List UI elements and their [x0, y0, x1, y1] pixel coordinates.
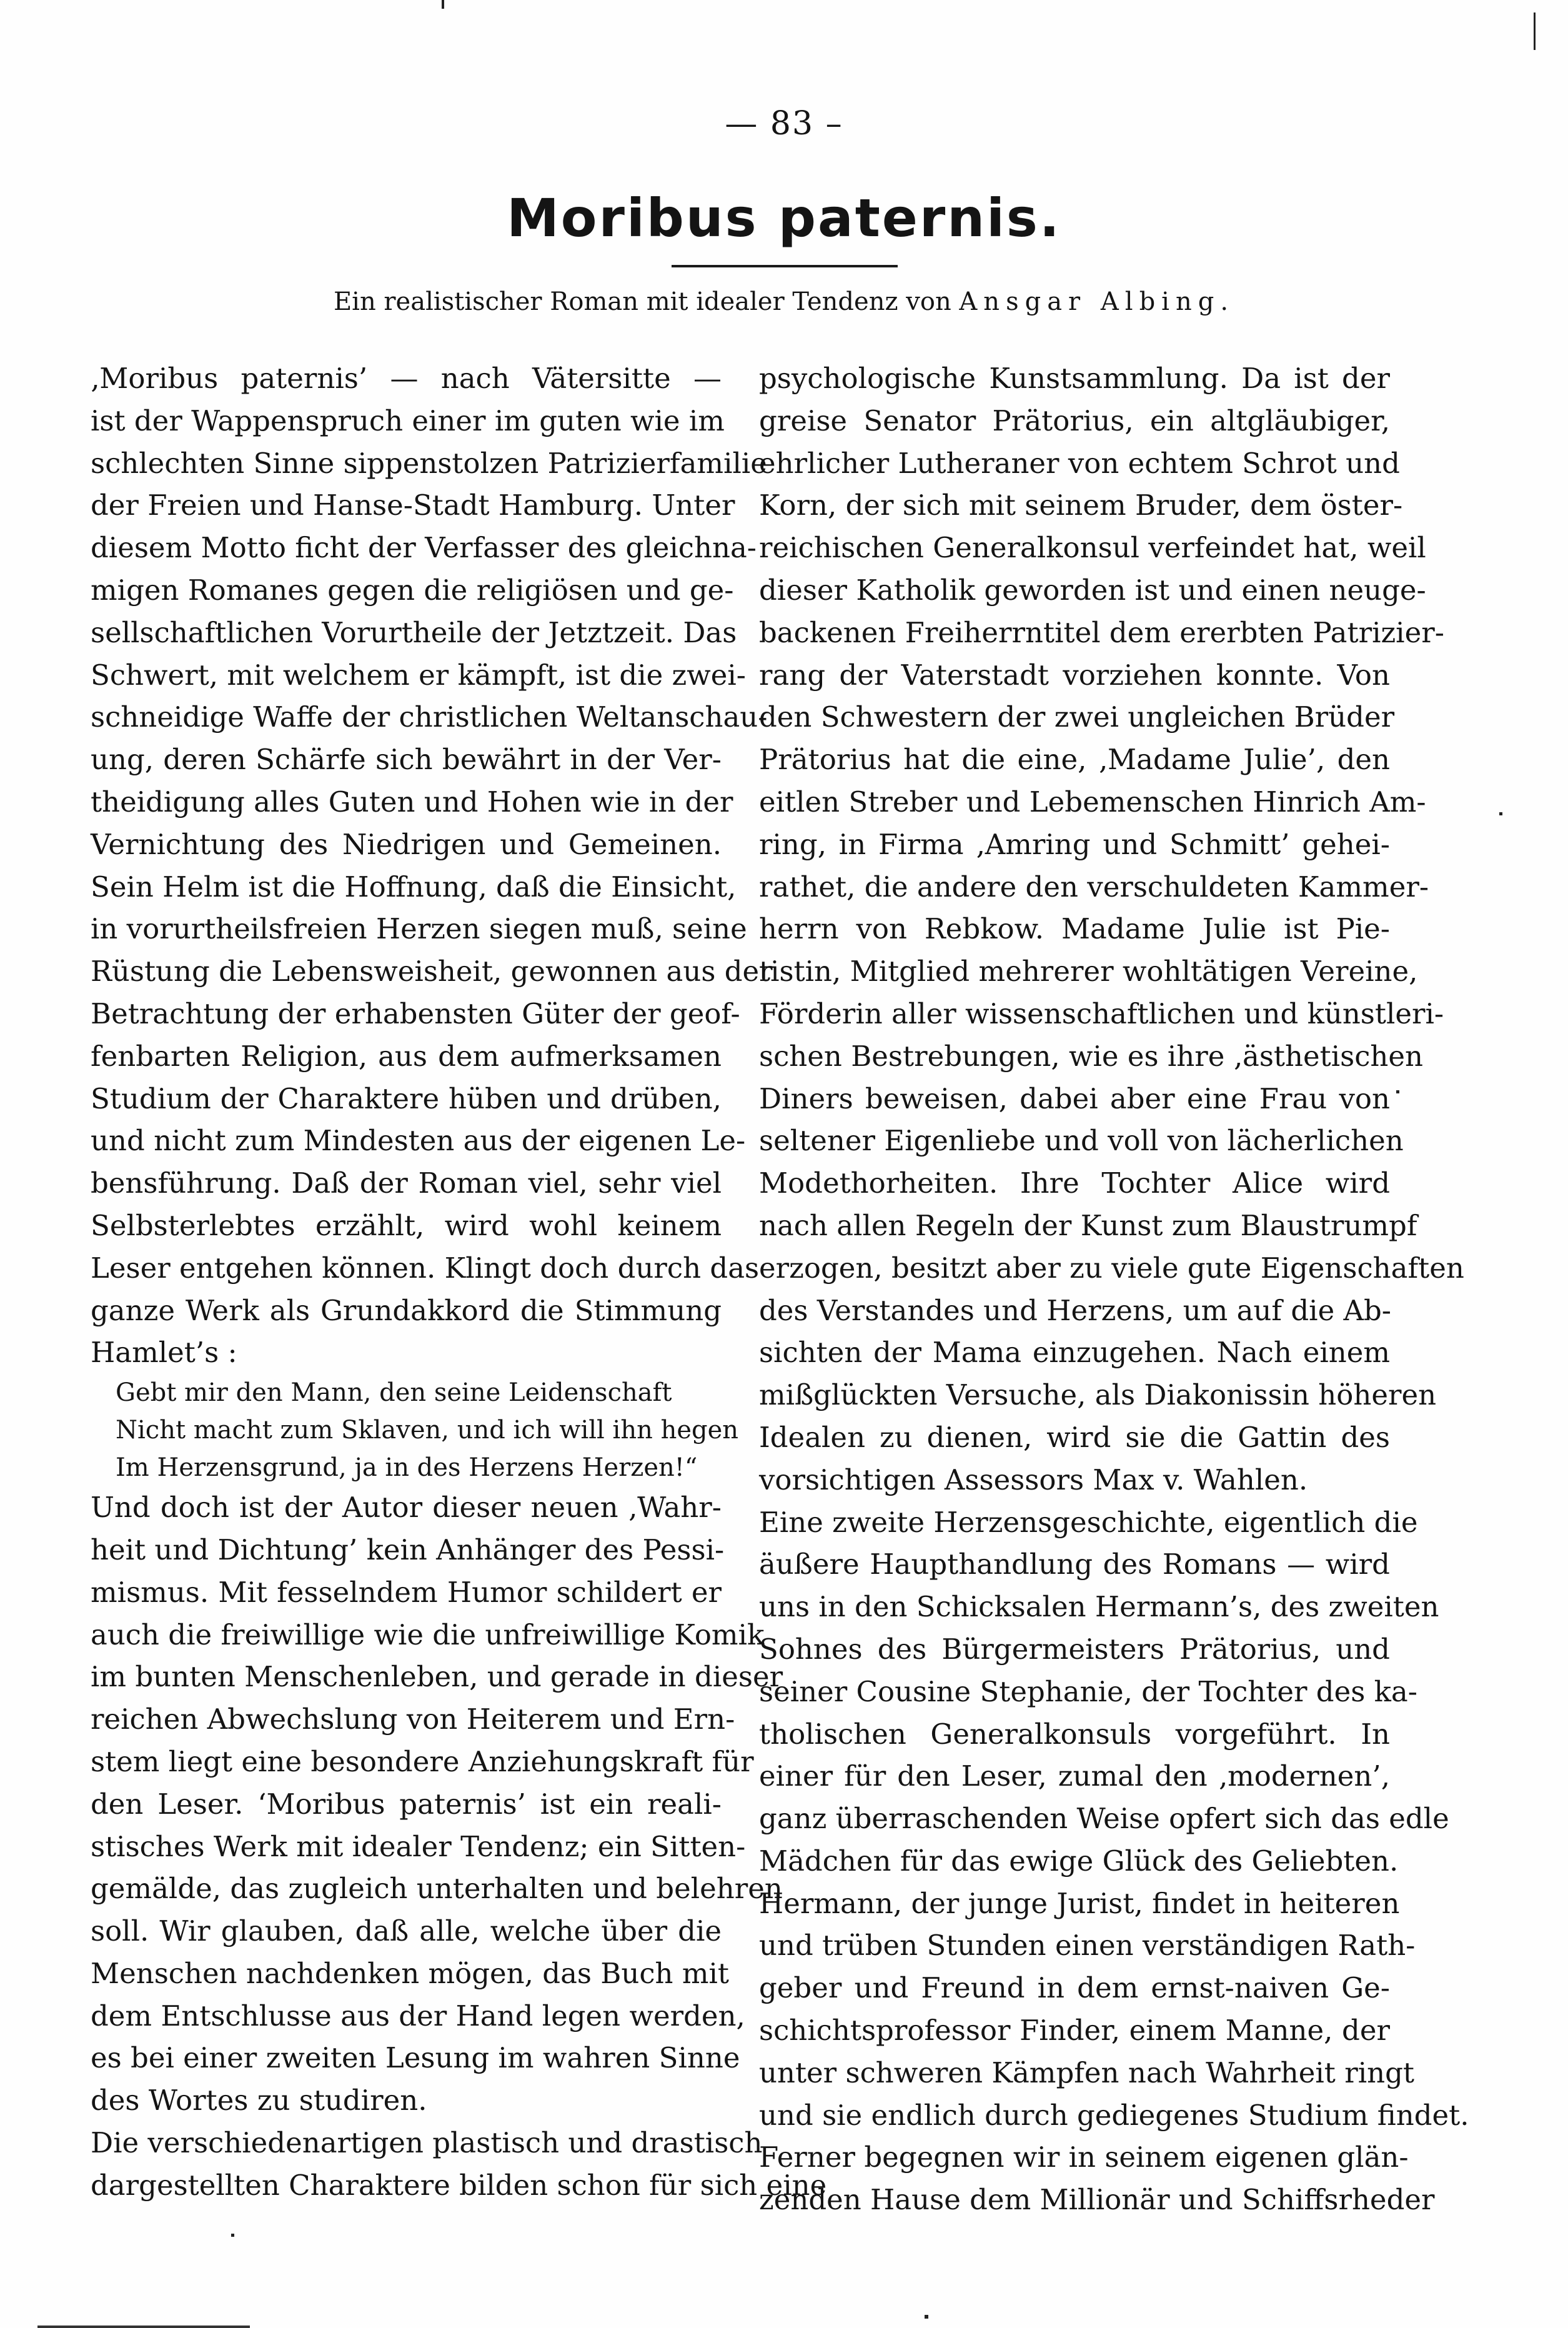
text-line: Die verschiedenartigen plastisch und drastisch [91, 2126, 763, 2160]
text-line: in vorurtheilsfreien Herzen siegen muß, seine [91, 912, 747, 946]
text-line: theidigung alles Guten und Hohen wie in der [91, 785, 733, 818]
text-line: mißglückten Versuche, als Diakonissin höheren [759, 1378, 1437, 1412]
text-line: der Freien und Hanse-Stadt Hamburg. Unter [91, 489, 735, 522]
verse-line: Gebt mir den Mann, den seine Leidenschaft [116, 1378, 672, 1408]
subtitle-text: Ein realistischer Roman mit idealer Tendenz von [333, 287, 951, 316]
text-line: uns in den Schicksalen Hermann’s, des zweiten [759, 1590, 1439, 1624]
text-line: diesem Motto ficht der Verfasser des gleichna- [91, 531, 757, 565]
page-number: — 83 – [725, 105, 843, 142]
text-line: soll. Wir glauben, daß alle, welche über die [91, 1914, 722, 1948]
text-line: backenen Freiherrntitel dem ererbten Patrizier- [759, 615, 1444, 649]
text-line: ehrlicher Lutheraner von echtem Schrot und [759, 446, 1400, 480]
text-line: schichtsprofessor Finder, einem Manne, der [759, 2014, 1390, 2047]
text-line: Ferner begegnen wir in seinem eigenen glän- [759, 2141, 1409, 2174]
text-line: migen Romanes gegen die religiösen und ge- [91, 573, 734, 607]
scan-speck [925, 2315, 928, 2319]
text-line: ist der Wappenspruch einer im guten wie im [91, 404, 725, 437]
text-line: eitlen Streber und Lebemenschen Hinrich Am- [759, 785, 1426, 818]
text-line: schen Bestrebungen, wie es ihre ‚ästhetischen [759, 1039, 1423, 1073]
article-title: Moribus paternis. [507, 187, 1061, 249]
text-line: Leser entgehen können. Klingt doch durch das [91, 1251, 760, 1285]
text-line: ring, in Firma ‚Amring und Schmitt’ gehei- [759, 827, 1390, 861]
text-line: reichischen Generalkonsul verfeindet hat, weil [759, 531, 1426, 565]
text-line: Betrachtung der erhabensten Güter der geof- [91, 997, 740, 1030]
text-line: Hamlet’s : [91, 1336, 237, 1370]
scan-speck [1396, 1090, 1399, 1093]
text-line: stem liegt eine besondere Anziehungskraft für [91, 1744, 754, 1778]
text-line: Studium der Charaktere hüben und drüben, [91, 1082, 722, 1115]
text-line: Förderin aller wissenschaftlichen und künstleri- [759, 997, 1444, 1030]
text-line: im bunten Menschenleben, und gerade in dieser [91, 1660, 783, 1694]
text-line: greise Senator Prätorius, ein altgläubiger, [759, 404, 1390, 437]
text-line: ung, deren Schärfe sich bewährt in der Ver- [91, 743, 722, 777]
text-line: Schwert, mit welchem er kämpft, ist die zwei- [91, 658, 746, 692]
text-line: Prätorius hat die eine, ‚Madame Julie’, den [759, 743, 1390, 777]
text-line: zenden Hause dem Millionär und Schiffsrheder [759, 2183, 1435, 2217]
text-line: und sie endlich durch gediegenes Studium findet. [759, 2098, 1469, 2132]
scan-speck [1499, 812, 1502, 815]
text-line: Sohnes des Bürgermeisters Prätorius, und [759, 1632, 1390, 1666]
text-line: Modethorheiten. Ihre Tochter Alice wird [759, 1166, 1390, 1200]
text-line: seltener Eigenliebe und voll von lächerlichen [759, 1124, 1404, 1158]
text-line: den Leser. ‘Moribus paternis’ ist ein reali- [91, 1787, 722, 1821]
text-line: schlechten Sinne sippenstolzen Patrizierfamilie [91, 446, 767, 480]
text-line: tholischen Generalkonsuls vorgeführt. In [759, 1717, 1390, 1751]
text-line: tistin, Mitglied mehrerer wohltätigen Vereine, [759, 955, 1418, 988]
text-line: den Schwestern der zwei ungleichen Brüder [759, 700, 1395, 734]
text-line: auch die freiwillige wie die unfreiwillige Komik [91, 1618, 765, 1651]
text-line: Diners beweisen, dabei aber eine Frau von [759, 1082, 1390, 1115]
text-line: fenbarten Religion, aus dem aufmerksamen [91, 1039, 722, 1073]
text-line: psychologische Kunstsammlung. Da ist der [759, 362, 1390, 395]
text-line: des Verstandes und Herzens, um auf die Ab- [759, 1293, 1392, 1327]
article-subtitle [0, 287, 1568, 316]
text-line: ganz überraschenden Weise opfert sich das edle [759, 1802, 1449, 1836]
text-line: sichten der Mama einzugehen. Nach einem [759, 1336, 1390, 1370]
text-line: ganze Werk als Grundakkord die Stimmung [91, 1293, 722, 1327]
text-line: reichen Abwechslung von Heiterem und Ern- [91, 1703, 735, 1736]
scan-speck [231, 2234, 234, 2237]
text-line: und nicht zum Mindesten aus der eigenen Le- [91, 1124, 746, 1158]
text-line: seiner Cousine Stephanie, der Tochter des ka- [759, 1674, 1417, 1708]
text-line: rang der Vaterstadt vorziehen konnte. Von [759, 658, 1390, 692]
text-line: dargestellten Charaktere bilden schon für sich eine [91, 2168, 827, 2202]
text-line: Korn, der sich mit seinem Bruder, dem öster- [759, 489, 1403, 522]
text-line: es bei einer zweiten Lesung im wahren Sinne [91, 2041, 740, 2075]
text-line: rathet, die andere den verschuldeten Kammer- [759, 870, 1429, 903]
text-line: dieser Katholik geworden ist und einen neuge- [759, 573, 1426, 607]
text-line: Vernichtung des Niedrigen und Gemeinen. [91, 827, 722, 861]
right-text-column [759, 357, 1469, 2221]
text-line: erzogen, besitzt aber zu viele gute Eigenschaften [759, 1251, 1464, 1285]
verse-line: Im Herzensgrund, ja in des Herzens Herzen!“ [116, 1453, 698, 1483]
text-line: Hermann, der junge Jurist, findet in heiteren [759, 1886, 1400, 1920]
text-line: bensführung. Daß der Roman viel, sehr viel [91, 1166, 722, 1200]
subtitle-author: Ansgar Albing. [959, 287, 1235, 316]
text-line: vorsichtigen Assessors Max v. Wahlen. [759, 1463, 1308, 1496]
text-line: unter schweren Kämpfen nach Wahrheit ringt [759, 2056, 1414, 2089]
text-line: mismus. Mit fesselndem Humor schildert er [91, 1575, 722, 1609]
scan-speck [1534, 12, 1536, 50]
text-line: dem Entschlusse aus der Hand legen werden, [91, 1999, 745, 2032]
text-line: Menschen nachdenken mögen, das Buch mit [91, 1956, 729, 1990]
text-line: Mädchen für das ewige Glück des Geliebten. [759, 1844, 1399, 1878]
title-rule [672, 265, 898, 267]
text-line: des Wortes zu studiren. [91, 2084, 427, 2117]
text-line: äußere Haupthandlung des Romans — wird [759, 1548, 1390, 1581]
left-text-column [91, 357, 827, 2207]
text-line: nach allen Regeln der Kunst zum Blaustrumpf [759, 1208, 1417, 1242]
text-line: Eine zweite Herzensgeschichte, eigentlich die [759, 1505, 1418, 1539]
text-line: geber und Freund in dem ernst-naiven Ge- [759, 1971, 1390, 2005]
text-line: Idealen zu dienen, wird sie die Gattin des [759, 1420, 1390, 1454]
text-line: stisches Werk mit idealer Tendenz; ein Sitten- [91, 1829, 746, 1863]
text-line: und trüben Stunden einen verständigen Rath- [759, 1929, 1416, 1962]
verse-line: Nicht macht zum Sklaven, und ich will ihn hegen [116, 1416, 739, 1445]
scan-speck [442, 0, 444, 9]
text-line: gemälde, das zugleich unterhalten und belehren [91, 1872, 783, 1906]
text-line: Sein Helm ist die Hoffnung, daß die Einsicht, [91, 870, 737, 903]
text-line: Rüstung die Lebensweisheit, gewonnen aus der [91, 955, 773, 988]
text-line: Und doch ist der Autor dieser neuen ‚Wahr- [91, 1491, 722, 1525]
scan-edge-line [37, 2326, 250, 2328]
text-line: heit und Dichtung’ kein Anhänger des Pessi- [91, 1533, 725, 1566]
text-line: herrn von Rebkow. Madame Julie ist Pie- [759, 912, 1390, 946]
text-line: einer für den Leser, zumal den ‚modernen’, [759, 1759, 1390, 1793]
text-line: Selbsterlebtes erzählt, wird wohl keinem [91, 1208, 722, 1242]
text-line: ‚Moribus paternis’ — nach Vätersitte — [91, 362, 722, 395]
text-line: sellschaftlichen Vorurtheile der Jetztzeit. Das [91, 615, 737, 649]
text-line: schneidige Waffe der christlichen Weltanschau- [91, 700, 768, 734]
